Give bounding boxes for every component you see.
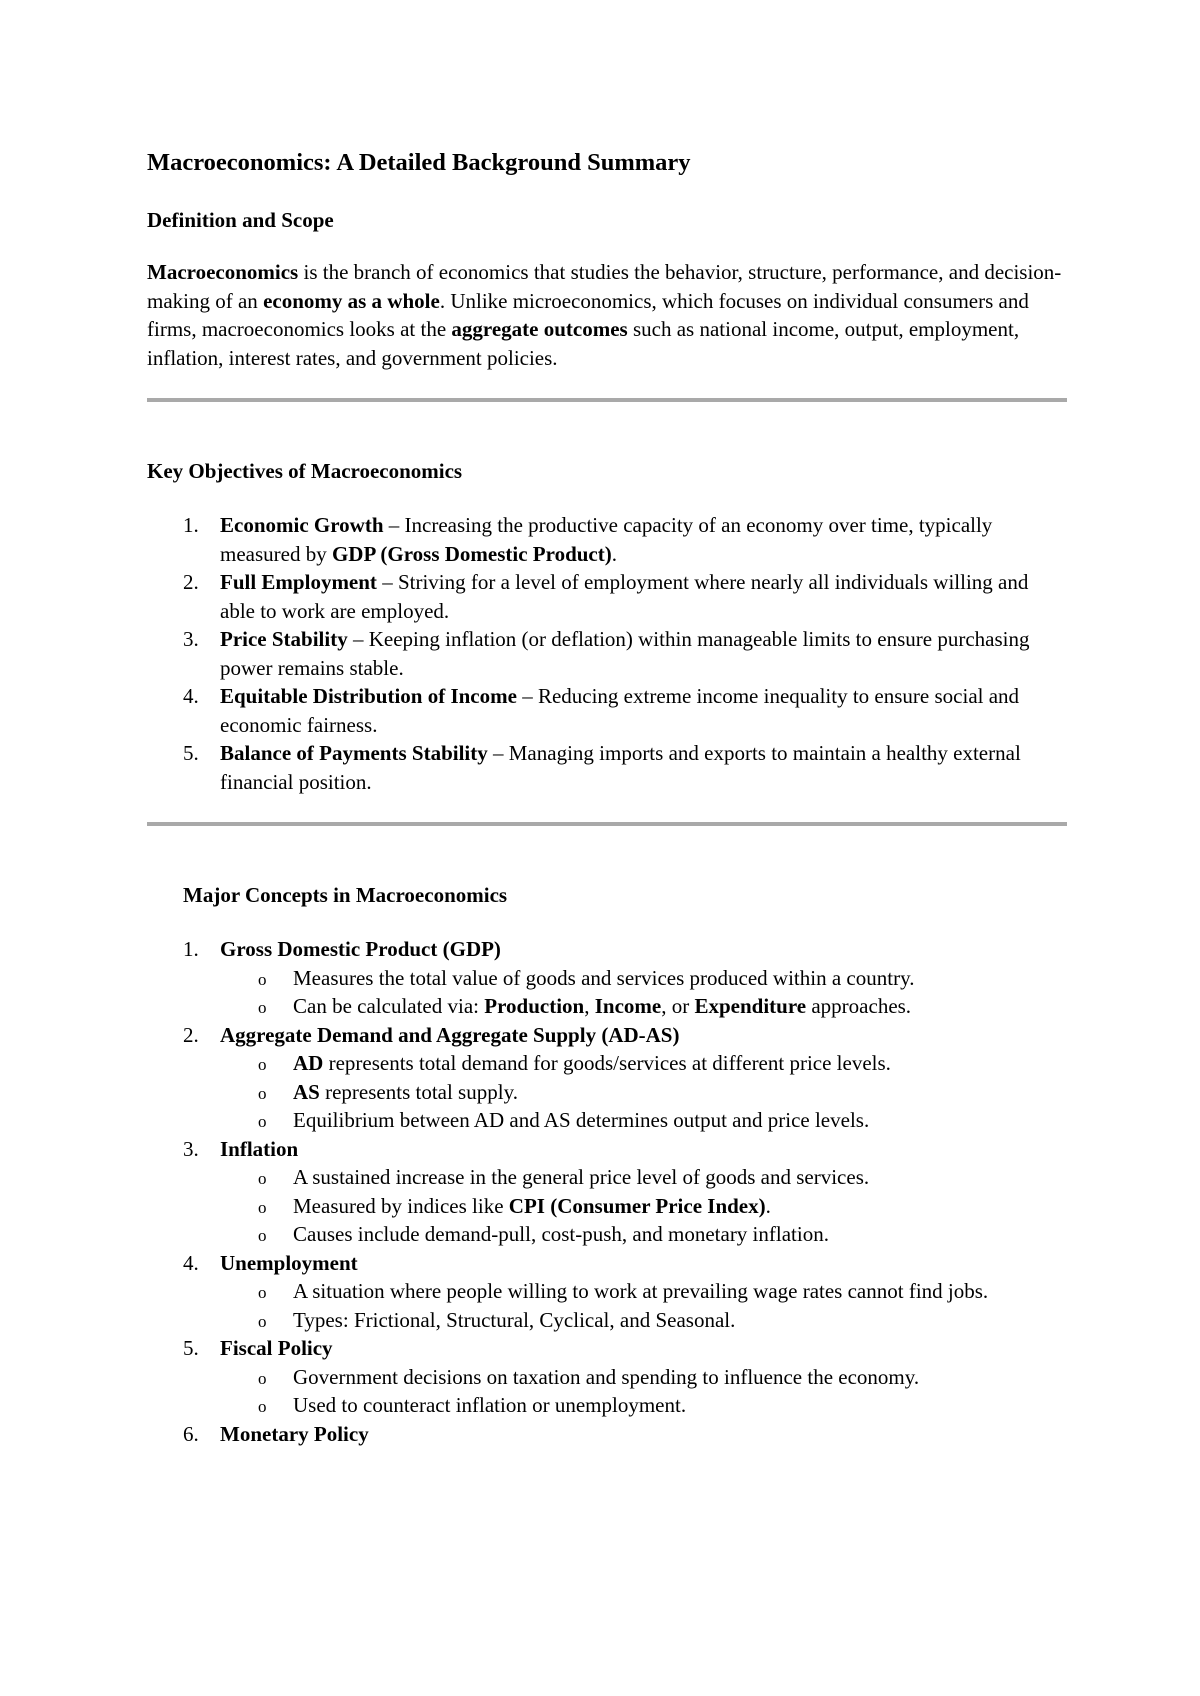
concept-subitem: o Measures the total value of goods and services produced within a country. xyxy=(293,964,1067,993)
concept-item xyxy=(220,1420,1067,1449)
concept-subitem xyxy=(293,1078,1067,1107)
section-divider xyxy=(147,822,1067,826)
definition-text: such as national income, output, employment, inflation, interest rates, and government policies. xyxy=(147,317,1020,370)
definition-text: is the branch of economics that studies the behavior, structure, performance, and decision-making of an xyxy=(147,260,1062,313)
concept-item xyxy=(220,1249,1067,1335)
concept-sublist xyxy=(220,1277,1067,1334)
concept-subitem xyxy=(293,1192,1067,1221)
concept-sublist xyxy=(220,1049,1067,1135)
subitem-term: AS xyxy=(293,1079,320,1104)
subitem-term: CPI (Consumer Price Index) xyxy=(508,1193,766,1218)
concept-subitem: o Government decisions on taxation and spending to influence the economy. xyxy=(293,1363,1067,1392)
subitem-text: approaches. xyxy=(806,994,912,1018)
document-page xyxy=(147,136,1067,1448)
concept-item xyxy=(220,935,1067,1021)
subitem-text: Measured by indices like xyxy=(293,1193,509,1218)
objective-text: – Striving for a level of employment where nearly all individuals willing and able to work are employed. xyxy=(220,570,1029,623)
definition-term: Macroeconomics xyxy=(147,260,299,284)
subitem-term: Production xyxy=(484,994,585,1018)
subitem-term: Expenditure xyxy=(694,994,807,1018)
subitem-text: Can be calculated via: xyxy=(293,994,485,1018)
concept-title: Gross Domestic Product (GDP) xyxy=(220,937,501,961)
concept-subitem xyxy=(293,992,1067,1021)
subitem-text: , xyxy=(584,994,595,1018)
objective-item xyxy=(220,568,1067,625)
objective-item xyxy=(220,739,1067,796)
objective-text: – Keeping inflation (or deflation) within manageable limits to ensure purchasing power remains stable. xyxy=(220,627,1030,680)
subitem-text: , or xyxy=(661,994,695,1018)
concepts-heading: Major Concepts in Macroeconomics xyxy=(183,883,508,907)
concept-title: Unemployment xyxy=(220,1250,358,1275)
subitem-text: . xyxy=(765,1193,771,1218)
subitem-term: Income xyxy=(594,994,662,1018)
objective-term: Full Employment xyxy=(220,570,377,594)
objective-text: – Increasing the productive capacity of an economy over time, typically measured by xyxy=(220,513,993,566)
objectives-list xyxy=(147,511,1067,796)
concept-title: Monetary Policy xyxy=(220,1421,369,1446)
concept-title: Fiscal Policy xyxy=(220,1336,333,1360)
concept-title: Inflation xyxy=(220,1136,299,1161)
concept-subitem: o Types: Frictional, Structural, Cyclical, and Seasonal. xyxy=(293,1306,1067,1335)
objective-term: Economic Growth xyxy=(220,513,384,537)
definition-heading: Definition and Scope xyxy=(147,208,334,232)
objective-item xyxy=(220,625,1067,682)
concept-subitem: o Equilibrium between AD and AS determines output and price levels. xyxy=(293,1106,1067,1135)
section-divider xyxy=(147,398,1067,402)
objective-term: Equitable Distribution of Income xyxy=(220,684,517,708)
concept-subitem: o Used to counteract inflation or unemployment. xyxy=(293,1391,1067,1420)
document-title: Macroeconomics: A Detailed Background Summary xyxy=(147,149,691,176)
definition-term: economy as a whole xyxy=(263,288,440,313)
concepts-list xyxy=(147,935,1067,1448)
concept-subitem: o Causes include demand-pull, cost-push, and monetary inflation. xyxy=(293,1220,1067,1249)
subitem-term: AD xyxy=(293,1051,324,1075)
subitem-text: represents total demand for goods/services at different price levels. xyxy=(323,1051,891,1075)
concept-subitem xyxy=(293,1049,1067,1078)
subitem-text: represents total supply. xyxy=(319,1079,518,1104)
definition-text: . Unlike microeconomics, which focuses on individual consumers and firms, macroeconomics looks at the xyxy=(147,288,1029,341)
definition-term: aggregate outcomes xyxy=(451,317,628,341)
concept-sublist xyxy=(220,964,1067,1021)
concept-subitem: o A situation where people willing to work at prevailing wage rates cannot find jobs. xyxy=(293,1277,1067,1306)
objective-text: – Managing imports and exports to maintain a healthy external financial position. xyxy=(220,741,1021,794)
objective-term: GDP (Gross Domestic Product) xyxy=(331,541,612,566)
concept-item xyxy=(220,1135,1067,1249)
objective-term: Balance of Payments Stability xyxy=(220,741,488,765)
objective-item xyxy=(220,511,1067,568)
objectives-heading: Key Objectives of Macroeconomics xyxy=(147,459,463,483)
concept-sublist xyxy=(220,1163,1067,1249)
objective-text: – Reducing extreme income inequality to ensure social and economic fairness. xyxy=(220,684,1020,737)
concept-item xyxy=(220,1021,1067,1135)
concept-item xyxy=(220,1334,1067,1420)
definition-paragraph xyxy=(147,258,1067,372)
objective-item xyxy=(220,682,1067,739)
concept-subitem: o A sustained increase in the general price level of goods and services. xyxy=(293,1163,1067,1192)
concept-sublist xyxy=(220,1363,1067,1420)
objective-term: Price Stability xyxy=(220,627,348,651)
objective-text: . xyxy=(611,541,617,566)
concept-title: Aggregate Demand and Aggregate Supply (AD-AS) xyxy=(220,1022,680,1047)
